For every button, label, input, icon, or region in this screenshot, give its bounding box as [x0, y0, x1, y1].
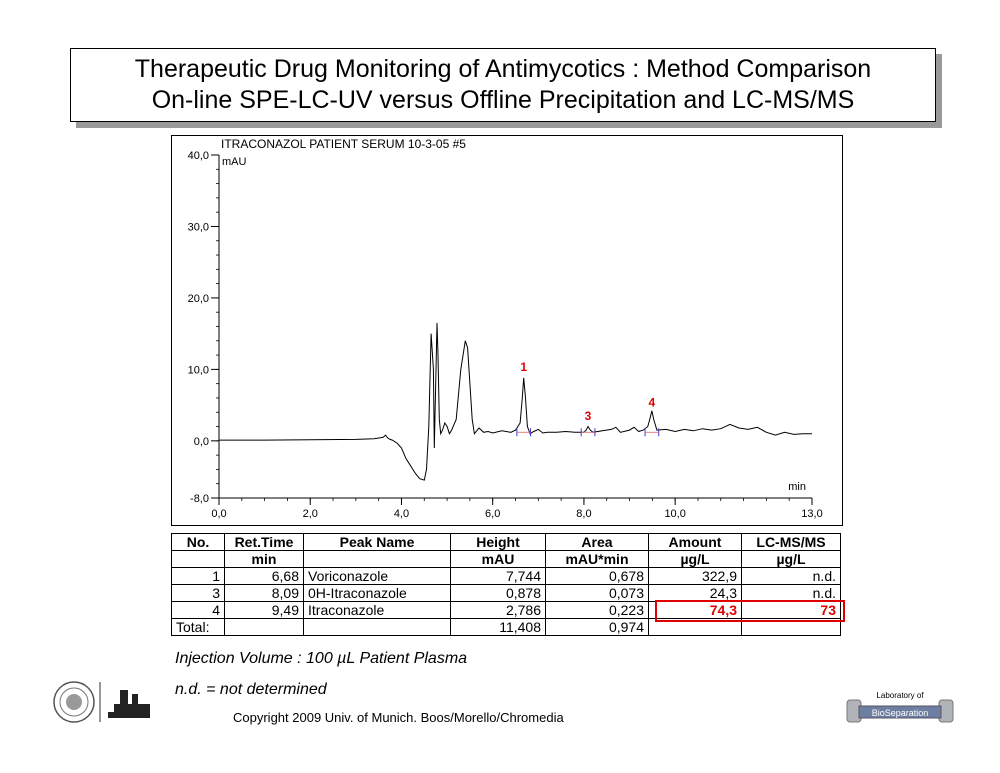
x-tick-label: 4,0 [393, 508, 410, 520]
cell-total-label: Total: [172, 619, 225, 636]
x-tick-label: 10,0 [664, 508, 686, 520]
unit-amount: µg/L [649, 551, 742, 568]
unit-area: mAU*min [546, 551, 649, 568]
copyright-text: Copyright 2009 Univ. of Munich. Boos/Morello/Chromedia [233, 710, 564, 725]
table-header-row [172, 534, 841, 551]
x-tick-label: 2,0 [302, 508, 318, 520]
header-no: No. [172, 534, 225, 551]
cell-empty [225, 619, 304, 636]
cell-empty [304, 619, 451, 636]
x-tick-label: 8,0 [576, 508, 592, 520]
header-height: Height [451, 534, 546, 551]
cell-area: 0,678 [546, 568, 649, 585]
table-row [172, 602, 841, 619]
unit-peak-name [304, 551, 451, 568]
y-axis-unit-label: mAU [222, 156, 247, 168]
y-tick-label: -8,0 [190, 493, 209, 505]
results-table [171, 533, 841, 636]
cell-area: 0,073 [546, 585, 649, 602]
slide-title-line-1: Therapeutic Drug Monitoring of Antimycotics : Method Comparison [134, 55, 872, 83]
x-axis-unit-label: min [788, 481, 806, 493]
cell-total-height: 11,408 [451, 619, 546, 636]
header-lcms: LC-MS/MS [742, 534, 841, 551]
injection-volume-note: Injection Volume : 100 µL Patient Plasma [175, 650, 468, 667]
x-tick-label: 6,0 [485, 508, 501, 520]
cell-amount-highlighted: 74,3 [649, 602, 742, 619]
cell-total-area: 0,974 [546, 619, 649, 636]
lab-logo-top-text: Laboratory of [876, 691, 924, 700]
table-row [172, 568, 841, 585]
chromatogram-frame [171, 135, 843, 526]
cell-empty [649, 619, 742, 636]
header-amount: Amount [649, 534, 742, 551]
table-unit-row [172, 551, 841, 568]
x-tick-label: 0,0 [211, 508, 227, 520]
chromatogram-chart [172, 136, 842, 525]
cell-area: 0,223 [546, 602, 649, 619]
unit-height: mAU [451, 551, 546, 568]
peak-label: 3 [584, 408, 592, 423]
peak-label: 1 [520, 359, 528, 374]
y-tick-label: 40,0 [187, 150, 209, 162]
cell-lcms: n.d. [742, 585, 841, 602]
unit-ret-time: min [225, 551, 304, 568]
university-seal-logo [52, 680, 152, 725]
cell-no: 1 [172, 568, 225, 585]
unit-lcms: µg/L [742, 551, 841, 568]
cell-peak-name: Itraconazole [304, 602, 451, 619]
cell-no: 4 [172, 602, 225, 619]
cell-peak-name: 0H-Itraconazole [304, 585, 451, 602]
header-area: Area [546, 534, 649, 551]
y-tick-label: 20,0 [187, 292, 209, 305]
cell-empty [742, 619, 841, 636]
unit-no [172, 551, 225, 568]
cell-amount: 24,3 [649, 585, 742, 602]
x-tick-label: 13,0 [801, 508, 823, 520]
y-tick-label: 30,0 [187, 221, 209, 234]
bioseparation-lab-logo [845, 690, 955, 730]
cell-ret-time: 6,68 [225, 568, 304, 585]
cell-lcms-highlighted: 73 [742, 602, 841, 619]
cell-ret-time: 9,49 [225, 602, 304, 619]
cell-lcms: n.d. [742, 568, 841, 585]
header-peak-name: Peak Name [304, 534, 451, 551]
cell-amount: 322,9 [649, 568, 742, 585]
cell-height: 2,786 [451, 602, 546, 619]
y-tick-label: 10,0 [187, 364, 209, 377]
lab-logo-bottom-text: BioSeparation [871, 708, 929, 718]
cell-height: 7,744 [451, 568, 546, 585]
chart-title: ITRACONAZOL PATIENT SERUM 10-3-05 #5 [221, 137, 466, 151]
cell-no: 3 [172, 585, 225, 602]
cell-peak-name: Voriconazole [304, 568, 451, 585]
table-row [172, 585, 841, 602]
table-total-row [172, 619, 841, 636]
chromatogram-trace [219, 323, 812, 480]
nd-note: n.d. = not determined [175, 681, 327, 698]
peak-label: 4 [648, 395, 656, 410]
cell-height: 0,878 [451, 585, 546, 602]
slide-title-line-2: On-line SPE-LC-UV versus Offline Precipitation and LC-MS/MS [151, 86, 855, 114]
header-ret-time: Ret.Time [225, 534, 304, 551]
cell-ret-time: 8,09 [225, 585, 304, 602]
y-tick-label: 0,0 [193, 435, 209, 448]
slide-title-box [70, 48, 936, 122]
